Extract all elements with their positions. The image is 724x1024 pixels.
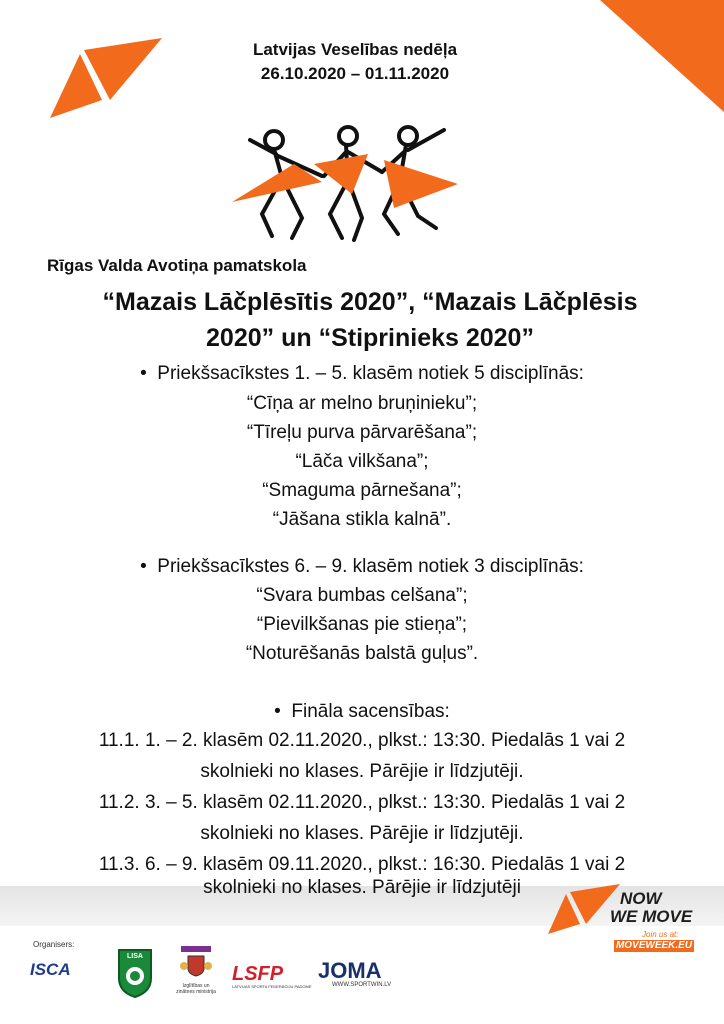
competition-title-line-2: 2020” un “Stiprinieks 2020”	[206, 324, 534, 352]
moveweek-arrow-logo	[50, 38, 165, 120]
join-us-text: Join us at:	[642, 930, 679, 939]
discipline-item: “Svara bumbas celšana”;	[256, 585, 468, 606]
isca-logo: ISCA	[30, 960, 71, 979]
ministry-logo	[176, 946, 216, 1006]
discipline-item: “Cīņa ar melno bruņinieku”;	[246, 393, 478, 414]
finals-line: skolnieki no klases. Pārējie ir līdzjutēji	[203, 877, 521, 898]
finals-heading: • Fināla sacensības:	[0, 700, 724, 724]
lisa-logo-text: LISA	[127, 953, 143, 960]
discipline-item: “Lāča vilkšana”;	[295, 451, 429, 472]
now-we-move-line-2: WE MOVE	[610, 907, 693, 926]
school-name: Rīgas Valda Avotiņa pamatskola	[47, 256, 307, 275]
lsfp-logo-text: LSFP	[232, 963, 284, 985]
event-title: Latvijas Veselības nedēļa	[252, 40, 458, 59]
finals-line: skolnieki no klases. Pārējie ir līdzjutēji.	[200, 823, 524, 844]
lsfp-subtitle: LATVIJAS SPORTA FEDERĀCIJU PADOME	[232, 984, 312, 989]
event-header	[180, 38, 530, 86]
discipline-item: “Jāšana stikla kalnā”.	[272, 509, 452, 530]
finals-line: 11.3. 6. – 9. klasēm 09.11.2020., plkst.: 16:30. Piedalās 1 vai 2	[98, 854, 626, 875]
ministry-name: Izglītības un zinātnes ministrija	[176, 983, 216, 995]
finals-line: 11.2. 3. – 5. klasēm 02.11.2020., plkst.: 13:30. Piedalās 1 vai 2	[98, 792, 626, 813]
finals-line: 11.1. 1. – 2. klasēm 02.11.2020., plkst.: 13:30. Piedalās 1 vai 2	[98, 730, 626, 751]
discipline-item: “Smaguma pārnešana”;	[262, 480, 462, 501]
discipline-item: “Pievilkšanas pie stieņa”;	[256, 614, 468, 635]
moveweek-url: MOVEWEEK.EU	[615, 940, 693, 951]
discipline-item: “Tīreļu purva pārvarēšana”;	[246, 422, 478, 443]
section2-heading: • Priekšsacīkstes 6. – 9. klasēm notiek 3 disciplīnās:	[0, 555, 724, 579]
lsfp-logo	[232, 963, 312, 989]
joma-logo-text: JOMA	[318, 958, 382, 983]
joma-url: WWW.SPORTWIN.LV	[332, 982, 392, 988]
now-we-move-line-1: NOW	[620, 889, 662, 908]
finals-line: skolnieki no klases. Pārējie ir līdzjutēji.	[200, 761, 524, 782]
event-dates: 26.10.2020 – 01.11.2020	[260, 64, 450, 83]
joma-logo	[318, 960, 398, 988]
lisa-logo	[117, 948, 153, 998]
section1-heading: • Priekšsacīkstes 1. – 5. klasēm notiek 5 disciplīnās:	[0, 362, 724, 386]
coat-of-arms-icon	[176, 952, 216, 978]
dancing-figures-illustration	[222, 118, 462, 246]
organisers-label: Organisers:	[33, 940, 75, 949]
discipline-item: “Noturēšanās balstā guļus”.	[245, 643, 479, 664]
competition-title	[60, 284, 680, 356]
competition-title-line-1: “Mazais Lāčplēsītis 2020”, “Mazais Lāčplēsis	[102, 288, 638, 316]
orange-corner-decoration	[600, 0, 724, 112]
